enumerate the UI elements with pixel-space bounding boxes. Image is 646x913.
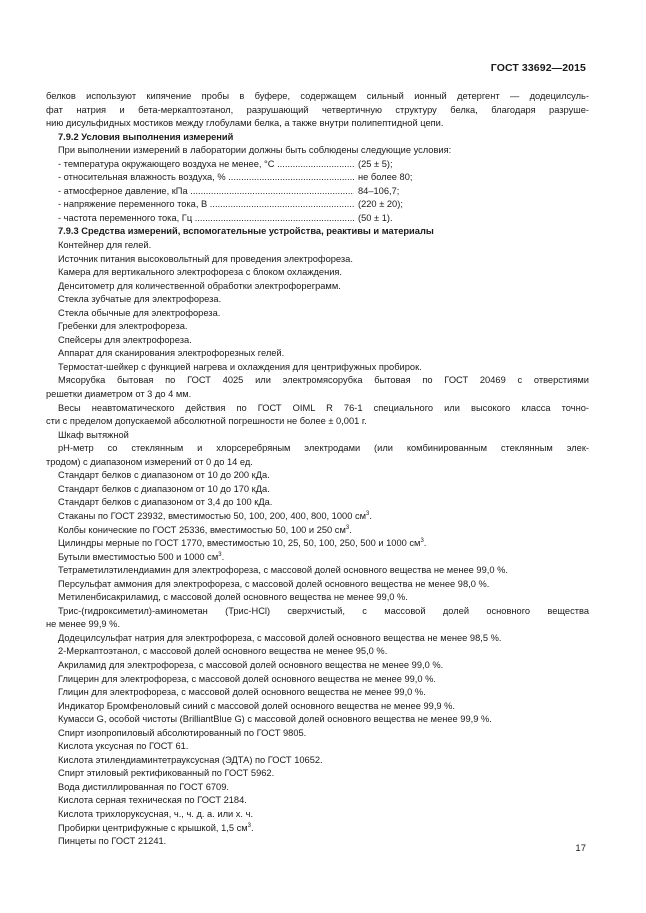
- list-item: [46, 686, 589, 700]
- list-item: [46, 551, 589, 565]
- list-item-text: Денситометр для количественной обработки электрофореграмм.: [58, 280, 341, 291]
- list-item-continuation: не менее 99,9 %.: [46, 619, 121, 630]
- list-item-text: Тетраметилэтилендиамин для электрофореза, с массовой долей основного вещества не менее 99,0 %.: [58, 565, 508, 576]
- unit-superscript: 3: [420, 538, 424, 545]
- unit-superscript: 3: [218, 551, 222, 558]
- list-item: [46, 483, 589, 497]
- list-item: [46, 442, 589, 456]
- condition-label: - частота переменного тока, Гц .....: [58, 212, 354, 226]
- condition-value: (25 ± 5);: [358, 158, 393, 169]
- intro-line: нию дисульфидных мостиков между глобулами белка, а также внутри полипептидной цепи.: [46, 118, 444, 129]
- list-item: [46, 334, 589, 348]
- list-item-text: 2-Меркаптоэтанол, с массовой долей основного вещества не менее 95,0 %.: [58, 646, 388, 657]
- section-title: Средства измерений, вспомогательные устройства, реактивы и материалы: [81, 226, 434, 237]
- list-item: [46, 537, 589, 551]
- condition-value: (220 ± 20);: [358, 199, 403, 210]
- list-item-text: Цилиндры мерные по ГОСТ 1770, вместимостью 10, 25, 50, 100, 250, 500 и 1000 см: [58, 538, 421, 549]
- list-item-text: Глицин для электрофореза, с массовой долей основного вещества не менее 99,0 %.: [58, 687, 426, 698]
- list-item-continuation: решетки диаметром от 3 до 4 мм.: [46, 389, 192, 400]
- list-item-text: Индикатор Бромфеноловый синий с массовой долей основного вещества не менее 99,9 %.: [58, 700, 456, 711]
- list-item: [46, 645, 589, 659]
- list-item: [46, 740, 589, 754]
- condition-value: 84–106,7;: [358, 185, 400, 196]
- standard-header: ГОСТ 33692—2015: [490, 62, 586, 74]
- section-heading-792: [46, 131, 589, 145]
- list-item-text: Бутыли вместимостью 500 и 1000 см: [58, 551, 219, 562]
- list-item: [46, 524, 589, 538]
- list-item: [46, 429, 589, 443]
- list-item: [46, 794, 589, 808]
- page-content: [46, 90, 589, 849]
- list-item-text: Стандарт белков с диапазоном от 10 до 170 кДа.: [58, 483, 270, 494]
- list-item: [46, 564, 589, 578]
- list-item-text: Шкаф вытяжной: [58, 429, 129, 440]
- list-item-text: Вода дистиллированная по ГОСТ 6709.: [58, 781, 229, 792]
- list-item: [46, 727, 589, 741]
- condition-row: [46, 171, 589, 185]
- list-item: [46, 307, 589, 321]
- list-item-text: Персульфат аммония для электрофореза, с массовой долей основного вещества не менее 98,0 %.: [58, 578, 490, 589]
- list-item-text: Колбы конические по ГОСТ 25336, вместимостью 50, 100 и 250 см: [58, 524, 346, 535]
- list-item-text: Спирт этиловый ректификованный по ГОСТ 5962.: [58, 768, 275, 779]
- unit-superscript: 3: [345, 524, 350, 531]
- unit-superscript: 3: [365, 510, 370, 517]
- list-item: [46, 374, 589, 388]
- section-heading-793: [46, 225, 589, 239]
- list-item: [46, 496, 589, 510]
- list-item-continuation: сти с пределом допускаемой абсолютной погрешности не более ± 0,001 г.: [46, 416, 367, 427]
- list-item: [46, 713, 589, 727]
- list-item: [46, 320, 589, 334]
- list-item-text: Спирт изопропиловый абсолютированный по ГОСТ 9805.: [58, 727, 307, 738]
- list-item-text: Пробирки центрифужные с крышкой, 1,5 см: [58, 822, 248, 833]
- list-item-text: Стекла обычные для электрофореза.: [58, 307, 221, 318]
- list-item-suffix: .: [221, 551, 225, 562]
- section-title: Условия выполнения измерений: [81, 131, 234, 142]
- list-item-suffix: .: [423, 538, 427, 549]
- list-item-text: Кислота этилендиаминтетрауксусная (ЭДТА) по ГОСТ 10652.: [58, 754, 323, 765]
- list-item: [46, 578, 589, 592]
- condition-value: не более 80;: [358, 172, 413, 183]
- list-item: [46, 239, 589, 253]
- list-item-text: Контейнер для гелей.: [58, 240, 152, 251]
- section-number: 7.9.3: [58, 226, 79, 237]
- list-item: [46, 754, 589, 768]
- list-item: [46, 835, 589, 849]
- list-item: [46, 591, 589, 605]
- list-item: [46, 767, 589, 781]
- list-item-text: Стаканы по ГОСТ 23932, вместимостью 50, 100, 200, 400, 800, 1000 см: [58, 510, 366, 521]
- list-item-text: Аппарат для сканирования электрофорезных гелей.: [58, 348, 285, 359]
- list-item-text: Додецилсульфат натрия для электрофореза, с массовой долей основного вещества не менее 98,5 %.: [58, 632, 502, 643]
- list-item-text: Кислота трихлоруксусная, ч., ч. д. а. или х. ч.: [58, 808, 254, 819]
- condition-row: [46, 185, 589, 199]
- list-item: [46, 293, 589, 307]
- list-item: [46, 266, 589, 280]
- condition-label: - температура окружающего воздуха не менее, °С .....: [58, 158, 354, 172]
- condition-row: [46, 212, 589, 226]
- list-item-text: Кислота уксусная по ГОСТ 61.: [58, 741, 189, 752]
- list-item-text: Термостат-шейкер с функцией нагрева и охлаждения для центрифужных пробирок.: [58, 361, 422, 372]
- list-item-text: Источник питания высоковольтный для проведения электрофореза.: [58, 253, 353, 264]
- list-item: [46, 253, 589, 267]
- intro-line: белков используют кипячение пробы в буфере, содержащем сильный ионный детергент — додецилсуль-: [46, 91, 589, 101]
- list-item-text: Мясорубка бытовая по ГОСТ 4025 или электромясорубка бытовая по ГОСТ 20469 с отверстиями: [58, 375, 589, 386]
- list-item: [46, 605, 589, 619]
- list-item-suffix: .: [349, 524, 352, 535]
- list-item-suffix: .: [369, 510, 372, 521]
- list-item: [46, 700, 589, 714]
- list-item-text: Весы неавтоматического действия по ГОСТ OIML R 76-1 специального или высокого класса точно-: [58, 402, 589, 413]
- intro-line: фат натрия и бета-меркаптоэтанол, разрушающий четвертичную структуру белка, благодаря разруше-: [46, 104, 589, 115]
- list-item-text: Стекла зубчатые для электрофореза.: [58, 294, 222, 305]
- list-item-text: Трис-(гидроксиметил)-аминометан (Трис-HCl) сверхчистый, с массовой долей основного вещества: [58, 605, 589, 616]
- condition-row: [46, 198, 589, 212]
- list-item-text: Камера для вертикального электрофореза с блоком охлаждения.: [58, 267, 343, 278]
- list-item: [46, 822, 589, 836]
- list-item-text: Стандарт белков с диапазоном от 10 до 200 кДа.: [58, 470, 270, 481]
- list-item: [46, 469, 589, 483]
- list-item-text: pH-метр со стеклянным и хлорсеребряным электродами (или комбинированным стеклянным элек-: [58, 443, 589, 454]
- condition-value: (50 ± 1).: [358, 212, 393, 223]
- unit-superscript: 3: [247, 822, 251, 829]
- list-item-text: Гребенки для электрофореза.: [58, 321, 188, 332]
- list-item: [46, 347, 589, 361]
- section-number: 7.9.2: [58, 131, 79, 142]
- list-item-text: Кумасси G, особой чистоты (BrilliantBlue G) с массовой долей основного вещества не менее 99,9 %.: [58, 714, 492, 725]
- condition-label: - относительная влажность воздуха, % .....: [58, 171, 354, 185]
- condition-label: - атмосферное давление, кПа .....: [58, 185, 354, 199]
- list-item-text: Акриламид для электрофореза, с массовой долей основного вещества не менее 99,0 %.: [58, 659, 444, 670]
- list-item: [46, 632, 589, 646]
- list-item-suffix: .: [251, 822, 254, 833]
- conditions-list: [46, 158, 589, 226]
- list-item: [46, 402, 589, 416]
- list-item: [46, 808, 589, 822]
- list-item-continuation: тродом) с диапазоном измерений от 0 до 14 ед.: [46, 456, 253, 467]
- list-item: [46, 673, 589, 687]
- list-item-text: Глицерин для электрофореза, с массовой долей основного вещества не менее 99,0 %.: [58, 673, 436, 684]
- list-item: [46, 510, 589, 524]
- list-item-text: Пинцеты по ГОСТ 21241.: [58, 836, 167, 847]
- list-item-text: Метиленбисакриламид, с массовой долей основного вещества не менее 99,0 %.: [58, 592, 408, 603]
- page-number: 17: [575, 843, 586, 854]
- condition-row: [46, 158, 589, 172]
- condition-label: - напряжение переменного тока, В .....: [58, 198, 354, 212]
- list-item-text: Спейсеры для электрофореза.: [58, 334, 192, 345]
- list-item: [46, 361, 589, 375]
- conditions-lead: При выполнении измерений в лаборатории должны быть соблюдены следующие условия:: [58, 145, 452, 156]
- list-item-text: Кислота серная техническая по ГОСТ 2184.: [58, 795, 247, 806]
- list-item-text: Стандарт белков с диапазоном от 3,4 до 100 кДа.: [58, 497, 273, 508]
- list-item: [46, 280, 589, 294]
- list-item: [46, 659, 589, 673]
- list-item: [46, 781, 589, 795]
- equipment-list: [46, 239, 589, 849]
